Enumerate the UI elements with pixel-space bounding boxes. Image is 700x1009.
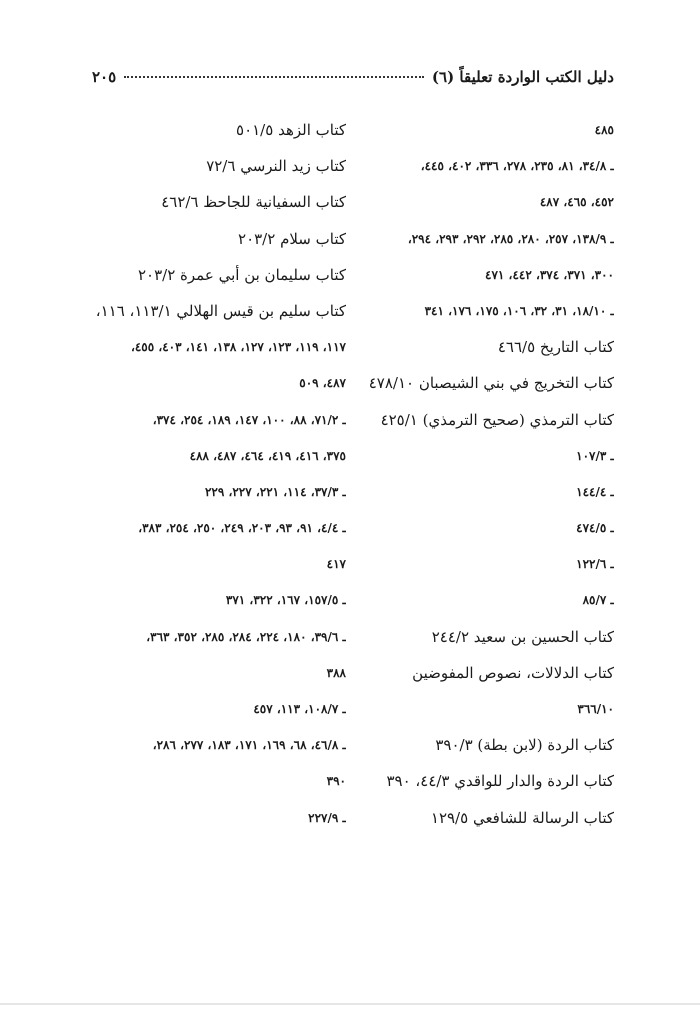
index-entry-continuation: ـ ٧١/٢، ٨٨، ١٠٠، ١٤٧، ١٨٩، ٢٥٤، ٣٧٤،: [152, 412, 346, 427]
index-entry-continuation: ـ ١٢٢/٦: [576, 557, 614, 572]
running-header: [92, 64, 614, 90]
index-entry-continuation: ٣٦٦/١٠: [577, 702, 614, 716]
index-entry: كتاب التخريج في بني الشيصبان ٤٧٨/١٠: [368, 374, 614, 393]
index-entry: كتاب الزهد ٥٠١/٥: [236, 121, 346, 139]
index-entry-continuation: ٤٥٢، ٤٦٥، ٤٨٧: [539, 195, 614, 210]
index-entry-continuation: ـ ٢٢٧/٩: [308, 810, 346, 825]
index-entry-continuation: ـ ٤٦/٨، ٦٨، ١٦٩، ١٧١، ١٨٣، ٢٧٧، ٢٨٦،: [152, 738, 346, 753]
index-entry: كتاب زيد النرسي ٧٢/٦: [206, 157, 346, 176]
index-entry-continuation: ـ ١٠٧/٣: [576, 448, 614, 463]
header-dot-leader: [124, 76, 424, 78]
index-entry-continuation: ٤٨٧، ٥٠٩: [299, 376, 346, 391]
index-entry-continuation: ـ ٨٥/٧: [582, 593, 614, 608]
index-entry-continuation: ـ ١٣٨/٩، ٢٥٧، ٢٨٠، ٢٨٥، ٢٩٢، ٢٩٣، ٢٩٤،: [407, 231, 614, 246]
index-column-left: [86, 118, 346, 842]
index-entry-continuation: ـ ١٥٧/٥، ١٦٧، ٣٢٢، ٣٧١: [225, 593, 346, 608]
page-number: ٢٠٥: [92, 68, 117, 86]
index-entry-continuation: ـ ٣٧/٣، ١١٤، ٢٢١، ٢٢٧، ٢٢٩: [204, 484, 346, 499]
index-entry-continuation: ـ ١٤٤/٤: [576, 484, 614, 499]
index-entry-continuation: ـ ٤٧٤/٥: [576, 521, 614, 536]
index-column-right: [364, 118, 614, 842]
index-entry: كتاب سلام ٢٠٣/٢: [238, 229, 346, 248]
index-entry: كتاب سليمان بن أبي عمرة ٢٠٣/٢: [138, 265, 346, 284]
index-entry-continuation: ـ ٤/٤، ٩١، ٩٣، ٢٠٣، ٢٤٩، ٢٥٠، ٢٥٤، ٣٨٣،: [138, 521, 346, 536]
index-entry-continuation: ـ ٣٤/٨، ٨١، ٢٣٥، ٢٧٨، ٣٣٦، ٤٠٢، ٤٤٥،: [420, 159, 614, 174]
index-entry: كتاب الدلالات، نصوص المفوضين: [412, 663, 614, 682]
index-entry: كتاب التاريخ ٤٦٦/٥: [497, 338, 614, 357]
index-entry-continuation: ٣٧٥، ٤١٦، ٤١٩، ٤٦٤، ٤٨٧، ٤٨٨: [189, 448, 346, 463]
index-entry: كتاب الترمذي (صحيح الترمذي) ٤٢٥/١: [380, 410, 614, 429]
index-entry-continuation: ـ ١٠٨/٧، ١١٣، ٤٥٧: [253, 702, 346, 716]
index-entry-continuation: ـ ٣٩/٦، ١٨٠، ٢٢٤، ٢٨٤، ٢٨٥، ٣٥٢، ٣٦٣،: [146, 629, 346, 644]
index-entry-continuation: ٣٩٠: [326, 774, 346, 789]
index-entry-continuation: ٣٨٨: [326, 665, 346, 680]
index-entry-continuation: ٣٠٠، ٣٧١، ٣٧٤، ٤٤٢، ٤٧١: [485, 267, 614, 282]
header-title: دليل الكتب الواردة تعليقاً (٦): [431, 68, 614, 86]
index-entry-continuation: ٤٨٥: [594, 123, 614, 137]
index-entry: كتاب الحسين بن سعيد ٢٤٤/٢: [431, 627, 614, 646]
index-entry-continuation: ٤١٧: [326, 557, 346, 572]
index-entry: كتاب السفيانية للجاحظ ٤٦٢/٦: [161, 193, 346, 212]
index-entry-continuation: ـ ١٨/١٠، ٣١، ٣٢، ١٠٦، ١٧٥، ١٧٦، ٣٤١: [424, 303, 614, 318]
index-entry-continuation: ١١٧، ١١٩، ١٢٣، ١٢٧، ١٣٨، ١٤١، ٤٠٣، ٤٥٥،: [130, 340, 346, 355]
page-bottom-edge: [0, 1003, 700, 1005]
index-entry: كتاب الردة (لابن بطة) ٣٩٠/٣: [435, 736, 614, 755]
index-entry: كتاب الردة والدار للواقدي ٤٤/٣، ٣٩٠: [386, 772, 614, 791]
index-entry: كتاب الرسالة للشافعي ١٢٩/٥: [430, 808, 614, 827]
index-entry: كتاب سليم بن قيس الهلالي ١١٣/١، ١١٦،: [95, 301, 346, 320]
